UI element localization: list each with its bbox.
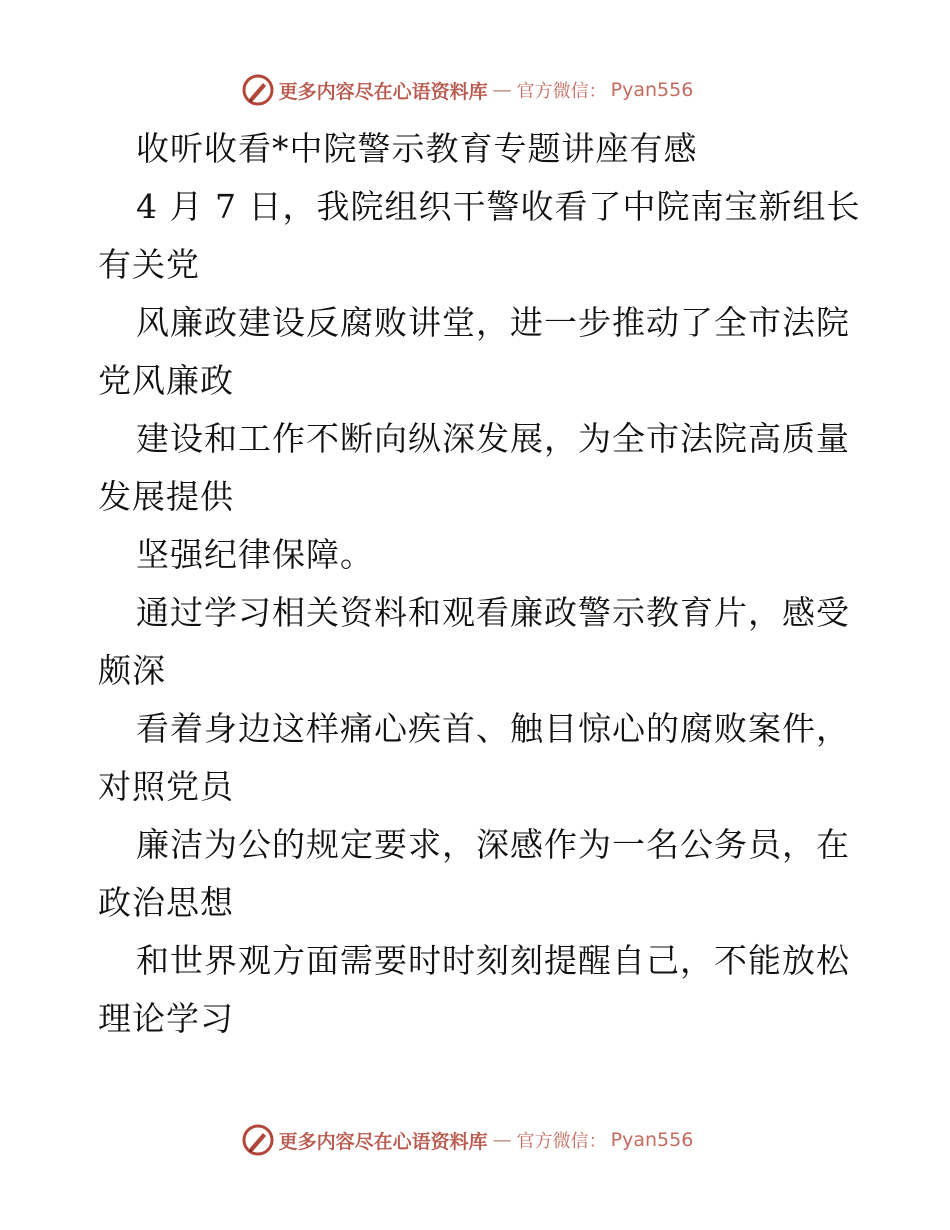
document-body <box>98 120 861 1048</box>
document-title: 收听收看*中院警示教育专题讲座有感 <box>136 129 698 168</box>
paragraph-line: 和世界观方面需要时时刻刻提醒自己，不能放松 <box>136 941 850 980</box>
pen-logo-icon <box>241 73 275 107</box>
paragraph-line: 有关党 <box>98 245 200 284</box>
paragraph-line: 党风廉政 <box>98 361 234 400</box>
paragraph-line: 理论学习 <box>98 999 234 1038</box>
paragraph-line: 对照党员 <box>98 767 234 806</box>
watermark-contact-label: 官方微信： <box>516 81 607 102</box>
paragraph-line: 政治思想 <box>98 883 234 922</box>
paragraph-line: 颇深 <box>98 651 166 690</box>
paragraph-line: 廉洁为公的规定要求，深感作为一名公务员，在 <box>136 825 850 864</box>
watermark-brand: 更多内容尽在心语资料库 <box>278 80 488 103</box>
watermark-contact-id: Pyan556 <box>610 79 694 101</box>
paragraph-line: 建设和工作不断向纵深发展，为全市法院高质量 <box>136 419 850 458</box>
pen-logo-icon <box>241 1123 275 1157</box>
paragraph-line: 风廉政建设反腐败讲堂，进一步推动了全市法院 <box>136 303 850 342</box>
paragraph-line: 发展提供 <box>98 477 234 516</box>
paragraph-line: 坚强纪律保障。 <box>136 535 374 574</box>
header-watermark <box>0 70 950 110</box>
watermark-contact-id: Pyan556 <box>610 1129 694 1151</box>
paragraph-line: 4 月 7 日，我院组织干警收看了中院南宝新组长 <box>136 187 861 226</box>
watermark-content <box>241 73 694 107</box>
paragraph-line: 看着身边这样痛心疾首、触目惊心的腐败案件， <box>136 709 850 748</box>
footer-watermark <box>0 1120 950 1160</box>
watermark-brand: 更多内容尽在心语资料库 <box>278 1130 488 1153</box>
watermark-separator: — <box>492 79 512 101</box>
watermark-separator: — <box>492 1129 512 1151</box>
watermark-contact-label: 官方微信： <box>516 1131 607 1152</box>
watermark-content <box>241 1123 694 1157</box>
paragraph-line: 通过学习相关资料和观看廉政警示教育片，感受 <box>136 593 850 632</box>
